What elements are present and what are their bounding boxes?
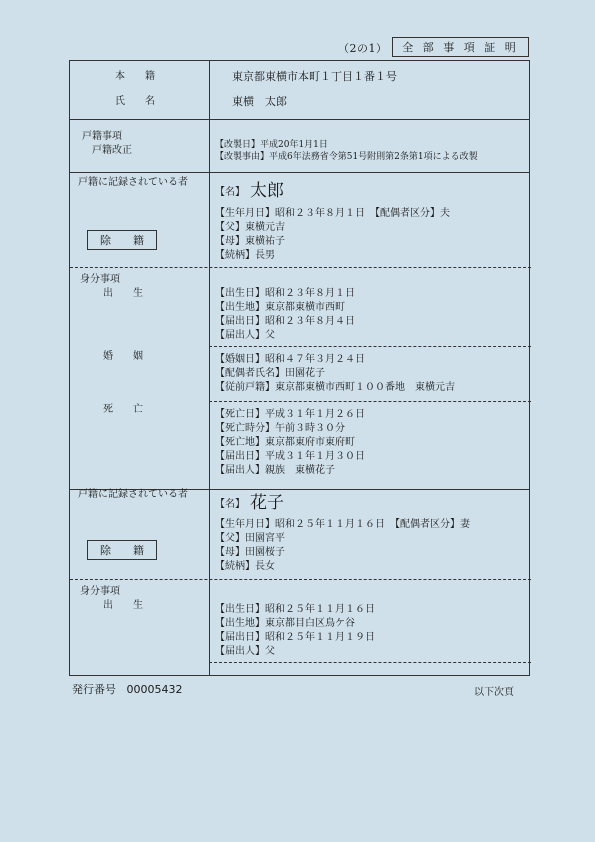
person2-detail: 【母】田園桜子 (215, 547, 285, 558)
koseki-jiko-line: 【改製事由】平成6年法務省令第51号附則第2条第1項による改製 (215, 152, 478, 162)
register-frame (69, 60, 530, 676)
dash-p1-marriage-death (209, 401, 531, 402)
person2-detail: 【父】田園宮平 (215, 533, 285, 544)
person1-detail: 【父】東横元吉 (215, 222, 285, 233)
person2-name-tag: 【名】 (215, 499, 245, 510)
dash-person1-mibun (70, 267, 531, 268)
jyoseki-char: 籍 (133, 234, 144, 247)
person1-mibun-label: 身分事項 (80, 274, 120, 285)
person1-section-label: 戸籍に記録されている者 (78, 177, 188, 188)
person1-event-label: 出 生 (103, 288, 143, 299)
shimei-value: 東横 太郎 (232, 95, 287, 108)
koseki-jiko-label: 戸籍事項 (82, 131, 122, 142)
issue-number: 00005432 (126, 683, 183, 696)
person1-name: 太郎 (250, 181, 284, 201)
person1-event-line: 【配偶者氏名】田園花子 (215, 368, 325, 379)
person1-detail: 【生年月日】昭和２３年８月１日 【配偶者区分】夫 (215, 208, 450, 219)
person1-event-line: 【従前戸籍】東京都東横市西町１００番地 東横元吉 (215, 382, 455, 393)
person1-event-line: 【届出日】平成３１年１月３０日 (215, 451, 365, 462)
person1-name-tag: 【名】 (215, 187, 245, 198)
person1-jyoseki-box (87, 230, 157, 250)
jyoseki-char: 除 (100, 234, 111, 247)
shimei-label: 氏 名 (115, 96, 155, 107)
person2-name: 花子 (250, 493, 284, 513)
person2-event-line: 【届出日】昭和２５年１１月１９日 (215, 632, 375, 643)
jyoseki-char: 籍 (133, 544, 144, 557)
rule-after-koseki-jiko (70, 172, 529, 173)
certificate-type: 全 部 事 項 証 明 (402, 41, 519, 54)
person1-event-line: 【届出日】昭和２３年８月４日 (215, 316, 355, 327)
rule-after-honseki (70, 119, 529, 120)
certificate-type-box (392, 37, 529, 57)
person2-jyoseki-box (87, 540, 157, 560)
continued-next-page: 以下次頁 (474, 687, 514, 698)
page-indicator: （2の1） (338, 42, 388, 55)
koseki-kaisei-label: 戸籍改正 (92, 145, 132, 156)
honseki-label: 本 籍 (115, 71, 155, 82)
jyoseki-char: 除 (100, 544, 111, 557)
person1-event-label: 死 亡 (103, 404, 143, 415)
issue-number-block (72, 681, 183, 697)
person1-event-line: 【出生日】昭和２３年８月１日 (215, 288, 355, 299)
person2-mibun-label: 身分事項 (80, 586, 120, 597)
person1-detail: 【続柄】長男 (215, 250, 275, 261)
person1-detail: 【母】東横祐子 (215, 236, 285, 247)
dash-person2-mibun (70, 579, 531, 580)
person1-event-line: 【婚姻日】昭和４７年３月２４日 (215, 354, 365, 365)
dash-p2-end (209, 662, 531, 663)
person2-detail: 【続柄】長女 (215, 561, 275, 572)
person1-event-label: 婚 姻 (103, 351, 143, 362)
person1-event-line: 【出生地】東京都東横市西町 (215, 302, 345, 313)
column-divider (209, 61, 210, 675)
person1-event-line: 【届出人】親族 東横花子 (215, 465, 335, 476)
person1-event-line: 【届出人】父 (215, 330, 275, 341)
person2-event-label: 出 生 (103, 600, 143, 611)
honseki-value: 東京都東横市本町１丁目１番１号 (232, 70, 397, 83)
person2-detail: 【生年月日】昭和２５年１１月１６日 【配偶者区分】妻 (215, 519, 470, 530)
dash-p1-birth-marriage (209, 346, 531, 347)
person2-section-label: 戸籍に記録されている者 (78, 489, 188, 500)
koseki-jiko-line: 【改製日】平成20年1月1日 (215, 140, 328, 150)
person1-event-line: 【死亡日】平成３１年１月２６日 (215, 409, 365, 420)
person2-event-line: 【届出人】父 (215, 646, 275, 657)
person1-event-line: 【死亡時分】午前３時３０分 (215, 423, 345, 434)
person2-event-line: 【出生地】東京都目白区鳥ケ谷 (215, 618, 355, 629)
person2-event-line: 【出生日】昭和２５年１１月１６日 (215, 604, 375, 615)
issue-number-label: 発行番号 (72, 683, 116, 696)
person1-event-line: 【死亡地】東京都東府市東府町 (215, 437, 355, 448)
